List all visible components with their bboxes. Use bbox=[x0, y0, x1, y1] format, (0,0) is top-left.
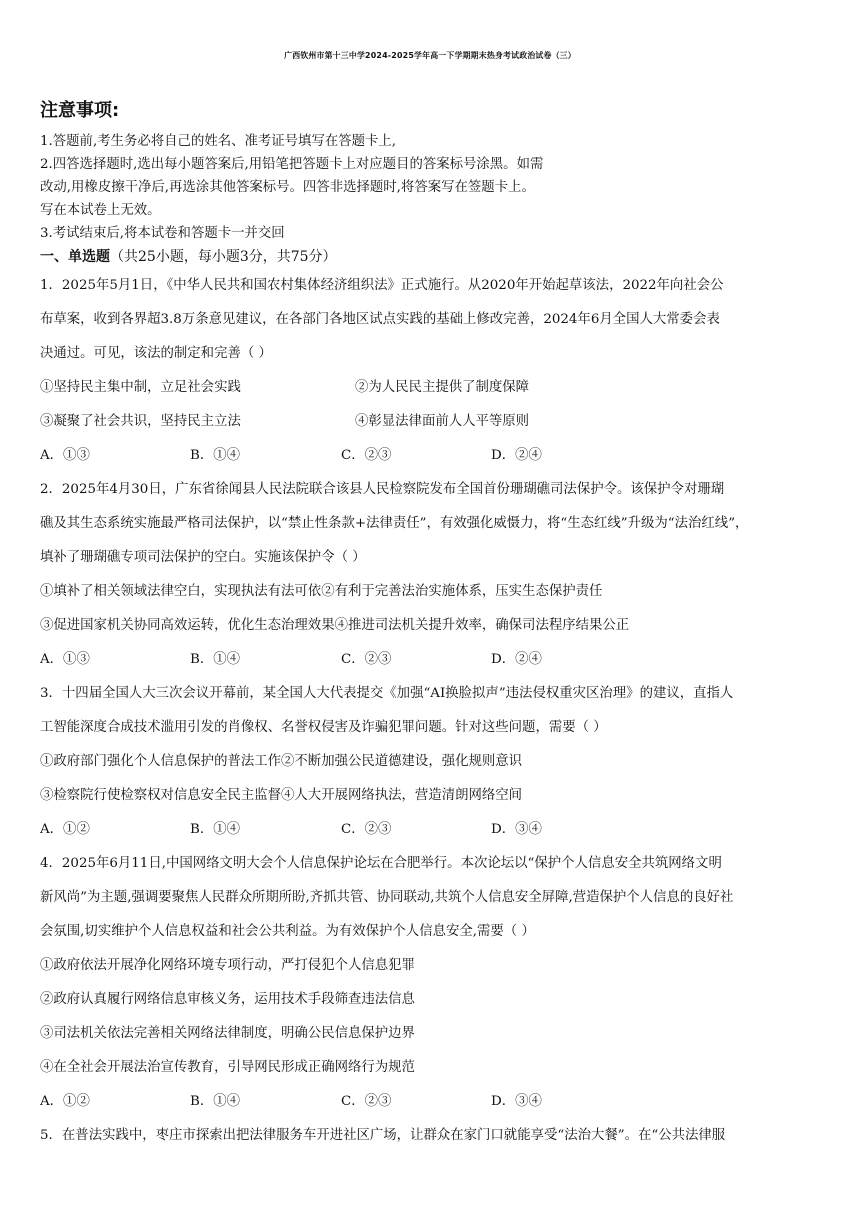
question-text-line: 礁及其生态系统实施最严格司法保护，以“禁止性条款+法律责任”，有效强化威慑力，将“生态红线”升级为“法治红线”， bbox=[40, 516, 749, 531]
choice-c: C．②③ bbox=[341, 448, 392, 463]
question-text-line: 2．2025年4月30日，广东省徐闻县人民法院联合该县人民检察院发布全国首份珊瑚礁司法保护令。该保护令对珊瑚 bbox=[40, 482, 725, 497]
question-text-line: 1．2025年5月1日，《中华人民共和国农村集体经济组织法》正式施行。从2020年开始起草该法，2022年向社会公 bbox=[40, 278, 724, 293]
choice-c: C．②③ bbox=[341, 1094, 392, 1109]
choice-a: A．①③ bbox=[40, 652, 90, 667]
choice-b: B．①④ bbox=[190, 822, 241, 837]
statement-option: ③凝聚了社会共识，坚持民主立法 bbox=[40, 414, 241, 429]
choice-a: A．①③ bbox=[40, 448, 90, 463]
question-text-line: 填补了珊瑚礁专项司法保护的空白。实施该保护令（ ） bbox=[40, 550, 366, 565]
statement-option: ①政府部门强化个人信息保护的普法工作②不断加强公民道德建设，强化规则意识 bbox=[40, 754, 523, 769]
notice-heading: 注意事项: bbox=[40, 100, 120, 121]
exam-title: 广西钦州市第十三中学2024-2025学年高一下学期期末热身考试政治试卷（三） bbox=[284, 51, 576, 60]
statement-option: ②为人民民主提供了制度保障 bbox=[355, 380, 530, 395]
question-text-line: 4．2025年6月11日,中国网络文明大会个人信息保护论坛在合肥举行。本次论坛以“保护个人信息安全共筑网络文明 bbox=[40, 856, 722, 871]
choice-a: A．①② bbox=[40, 822, 90, 837]
statement-option: ④在全社会开展法治宣传教育，引导网民形成正确网络行为规范 bbox=[40, 1060, 415, 1075]
choice-d: D．③④ bbox=[491, 1094, 542, 1109]
notice-line-3: 改动,用橡皮擦干净后,再选涂其他答案标号。四答非选择题时,将答案写在签题卡上。 bbox=[40, 180, 535, 195]
choice-d: D．③④ bbox=[491, 822, 542, 837]
choice-b: B．①④ bbox=[190, 1094, 241, 1109]
question-text-line: 新风尚”为主题,强调要聚焦人民群众所期所盼,齐抓共管、协同联动,共筑个人信息安全屏障,营造保护个人信息的良好社 bbox=[40, 890, 734, 905]
notice-line-2: 2.四答选择题时,选出每小题答案后,用铅笔把答题卡上对应题目的答案标号涂黑。如需 bbox=[40, 157, 544, 172]
statement-option: ①填补了相关领域法律空白，实现执法有法可依②有利于完善法治实施体系，压实生态保护责任 bbox=[40, 584, 603, 599]
question-text-line: 布草案，收到各界超3.8万条意见建议，在各部门各地区试点实践的基础上修改完善，2024年6月全国人大常委会表 bbox=[40, 312, 720, 327]
statement-option: ④彰显法律面前人人平等原则 bbox=[355, 414, 530, 429]
notice-line-1: 1.答题前,考生务必将自己的姓名、准考证号填写在答题卡上, bbox=[40, 134, 397, 149]
question-text-line: 5．在普法实践中，枣庄市探索出把法律服务车开进社区广场，让群众在家门口就能享受“法治大餐”。在“公共法律服 bbox=[40, 1128, 726, 1143]
statement-option: ①坚持民主集中制，立足社会实践 bbox=[40, 380, 241, 395]
question-text-line: 决通过。可见，该法的制定和完善（ ） bbox=[40, 346, 272, 361]
choice-d: D．②④ bbox=[491, 652, 542, 667]
statement-option: ③司法机关依法完善相关网络法律制度，明确公民信息保护边界 bbox=[40, 1026, 415, 1041]
question-text-line: 3．十四届全国人大三次会议开幕前，某全国人大代表提交《加强“AI换脸拟声”违法侵权重灾区治理》的建议，直指人 bbox=[40, 686, 734, 701]
choice-c: C．②③ bbox=[341, 652, 392, 667]
question-text-line: 工智能深度合成技术滥用引发的肖像权、名誉权侵害及诈骗犯罪问题。针对这些问题，需要（ ） bbox=[40, 720, 607, 735]
statement-option: ③促进国家机关协同高效运转，优化生态治理效果④推进司法机关提升效率，确保司法程序结果公正 bbox=[40, 618, 630, 633]
question-text-line: 会氛围,切实维护个人信息权益和社会公共利益。为有效保护个人信息安全,需要（ ） bbox=[40, 924, 535, 939]
choice-c: C．②③ bbox=[341, 822, 392, 837]
notice-line-5: 3.考试结束后,将本试卷和答题卡一并交回 bbox=[40, 226, 285, 241]
choice-d: D．②④ bbox=[491, 448, 542, 463]
statement-option: ③检察院行使检察权对信息安全民主监督④人大开展网络执法，营造清朗网络空间 bbox=[40, 788, 523, 803]
statement-option: ②政府认真履行网络信息审核义务，运用技术手段筛查违法信息 bbox=[40, 992, 415, 1007]
notice-line-4: 写在本试卷上无效。 bbox=[40, 203, 161, 218]
statement-option: ①政府依法开展净化网络环境专项行动，严打侵犯个人信息犯罪 bbox=[40, 958, 415, 973]
choice-a: A．①② bbox=[40, 1094, 90, 1109]
section-label: 一、单选题 bbox=[40, 249, 110, 265]
choice-b: B．①④ bbox=[190, 652, 241, 667]
section-heading bbox=[40, 246, 337, 266]
section-info: （共25小题，每小题3分，共75分） bbox=[110, 249, 337, 265]
choice-b: B．①④ bbox=[190, 448, 241, 463]
